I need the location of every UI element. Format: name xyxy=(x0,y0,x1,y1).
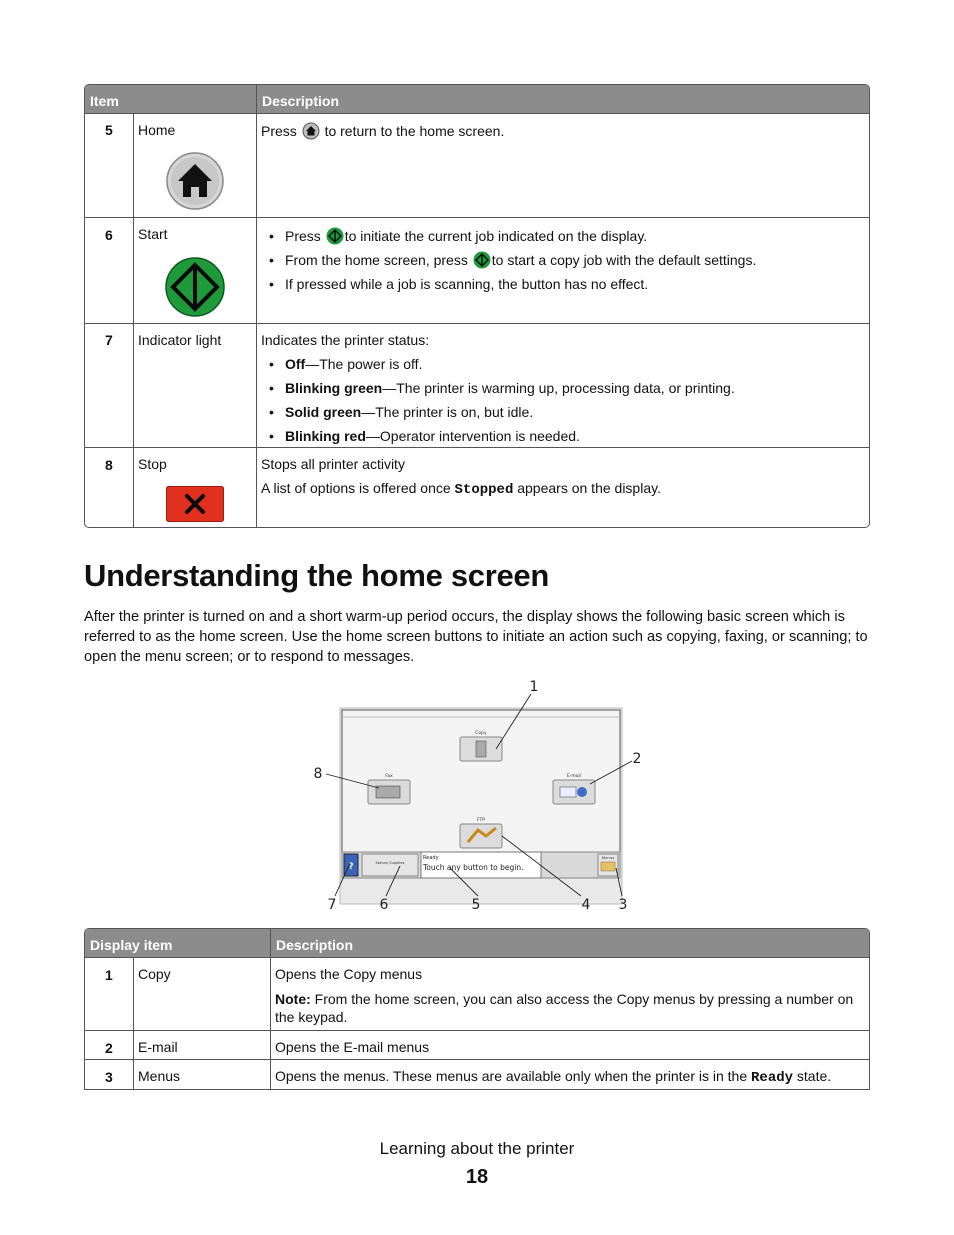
status-message-line2: Touch any button to begin. xyxy=(423,863,524,872)
callout-number: 4 xyxy=(581,897,591,913)
list-item: • Solid green—The printer is on, but idle. xyxy=(261,403,861,421)
start-inline-icon xyxy=(326,227,344,245)
list-item: • From the home screen, press to start a copy job with the default settings. xyxy=(261,251,861,269)
column-divider xyxy=(133,114,134,527)
copy-screen-label: Copy xyxy=(475,731,487,736)
email-screen-label: E-mail xyxy=(566,774,582,779)
list-item: • Blinking green—The printer is warming up, processing data, or printing. xyxy=(261,379,861,397)
fax-icon xyxy=(376,786,400,798)
row-divider xyxy=(85,323,869,324)
footer-section-title: Learning about the printer xyxy=(379,1139,575,1158)
item-name: Menus xyxy=(138,1068,181,1084)
row-number: 2 xyxy=(105,1040,113,1056)
start-inline-icon xyxy=(473,251,491,269)
header-display-item: Display item xyxy=(90,937,173,953)
copy-icon xyxy=(476,741,486,757)
description: Press to return to the home screen. xyxy=(261,123,505,139)
list-item: • Press to initiate the current job indicated on the display. xyxy=(261,227,861,245)
display-items-table xyxy=(84,928,870,1090)
item-name: Copy xyxy=(138,966,171,982)
callout-number: 3 xyxy=(618,897,628,913)
home-inline-icon xyxy=(302,122,320,140)
callout-number: 1 xyxy=(529,679,539,695)
item-name: E-mail xyxy=(138,1039,178,1055)
table-header xyxy=(85,85,869,114)
fax-screen-label: Fax xyxy=(385,774,393,779)
row-number: 6 xyxy=(105,227,113,243)
start-bullets xyxy=(261,227,861,299)
column-divider xyxy=(270,929,271,1089)
page-number: 18 xyxy=(465,1166,489,1188)
row-divider xyxy=(85,1059,869,1060)
header-description: Description xyxy=(262,93,340,109)
callout-number: 7 xyxy=(327,897,337,913)
callout-number: 6 xyxy=(379,897,389,913)
section-heading: Understanding the home screen xyxy=(84,558,550,593)
table-header xyxy=(85,929,869,958)
item-name: Start xyxy=(138,226,168,242)
row-number: 7 xyxy=(105,332,113,348)
callout-number: 2 xyxy=(632,751,642,767)
ftp-screen-button xyxy=(460,824,502,848)
row-divider xyxy=(85,1089,869,1090)
stop-line2: A list of options is offered once Stopped appears on the display. xyxy=(261,480,661,498)
row-number: 3 xyxy=(105,1069,113,1085)
home-button-icon xyxy=(165,151,225,211)
help-screen-label: ? xyxy=(348,862,354,872)
row-number: 5 xyxy=(105,122,113,138)
status-screen-label: Status/ Supplies xyxy=(375,861,405,865)
header-description: Description xyxy=(276,937,354,953)
header-item: Item xyxy=(90,93,119,109)
email-icon xyxy=(560,787,576,797)
row-number: 1 xyxy=(105,967,113,983)
indicator-intro: Indicates the printer status: xyxy=(261,332,430,348)
note: Note: From the home screen, you can also access the Copy menus by pressing a number on the keypad. xyxy=(275,991,854,1025)
item-name: Stop xyxy=(138,456,167,472)
description: Opens the E-mail menus xyxy=(275,1039,430,1055)
callout-number: 8 xyxy=(313,766,323,782)
menus-icon xyxy=(601,862,615,871)
column-divider xyxy=(133,958,134,1089)
controls-table xyxy=(84,84,870,528)
ftp-screen-label: FTP xyxy=(477,818,485,823)
callout-number: 5 xyxy=(471,897,481,913)
list-item: • Off—The power is off. xyxy=(261,355,861,373)
row-number: 8 xyxy=(105,457,113,473)
description: Opens the Copy menus xyxy=(275,966,423,982)
description: Opens the menus. These menus are available only when the printer is in the Ready state. xyxy=(275,1068,832,1086)
list-item: • If pressed while a job is scanning, the button has no effect. xyxy=(261,275,861,293)
row-divider xyxy=(85,217,869,218)
status-message-line1: Ready xyxy=(423,855,439,861)
home-screen-illustration xyxy=(300,678,650,914)
indicator-bullets xyxy=(261,355,861,451)
menus-screen-label: Menus xyxy=(601,855,615,860)
stop-button-icon xyxy=(166,486,224,522)
item-name: Indicator light xyxy=(138,332,222,348)
list-item: • Blinking red—Operator intervention is needed. xyxy=(261,427,861,445)
column-divider xyxy=(256,85,257,527)
row-divider xyxy=(85,1030,869,1031)
status-screen-button xyxy=(362,854,418,876)
start-button-icon xyxy=(165,257,225,317)
stop-line1: Stops all printer activity xyxy=(261,456,405,472)
item-name: Home xyxy=(138,122,176,138)
intro-paragraph: After the printer is turned on and a short warm-up period occurs, the display shows the following basic screen which is referred to as the home screen. Use the home screen buttons to initiate an action such as copying, faxing, or scanning; to open the menu screen; or to respond to messages. xyxy=(84,609,868,665)
